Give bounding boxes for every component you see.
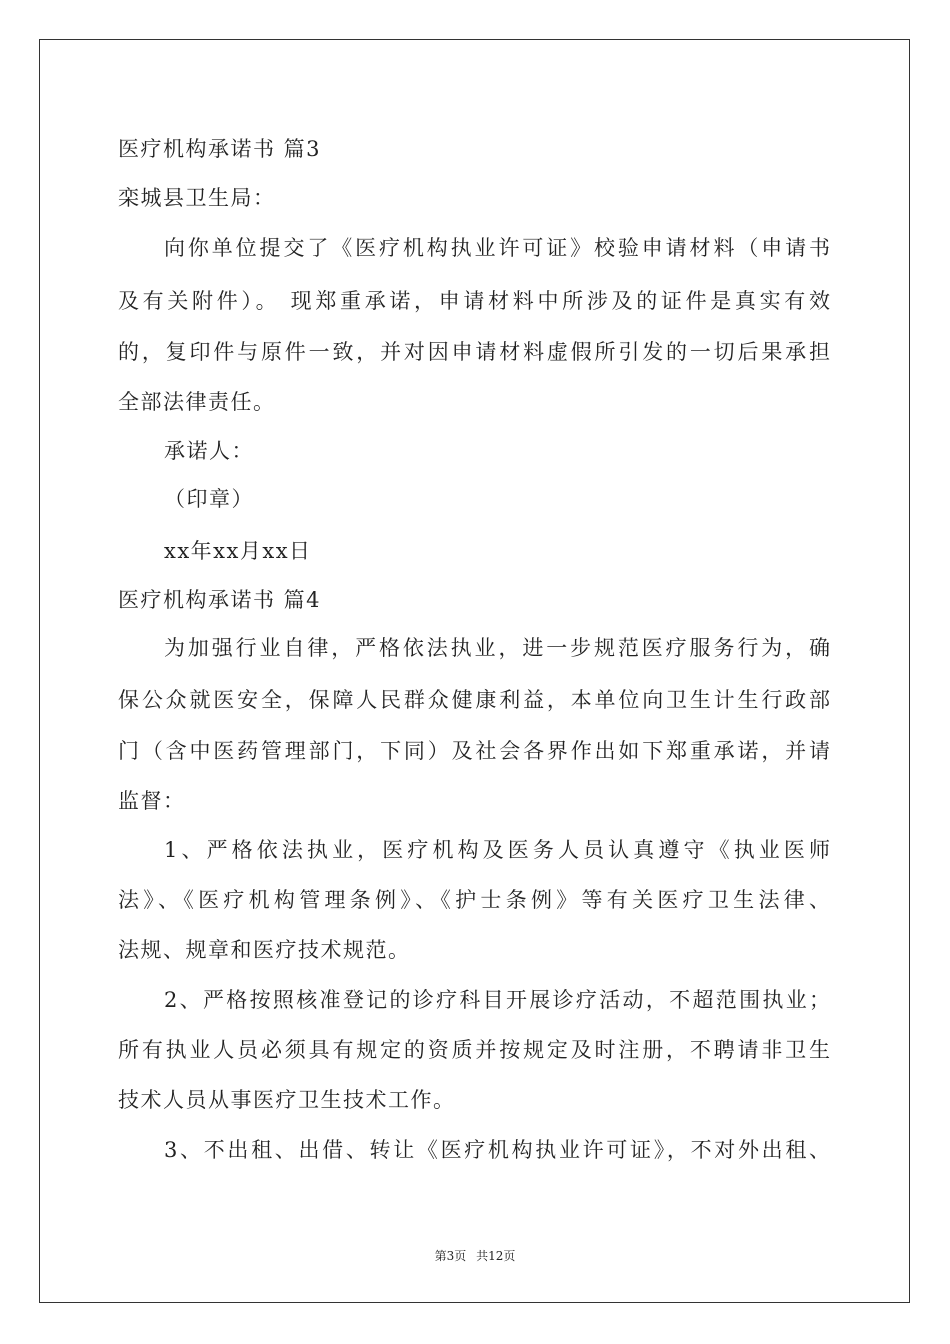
list-item-2-line: 所有执业人员必须具有规定的资质并按规定及时注册，不聘请非卫生 bbox=[118, 1038, 830, 1062]
list-item-2-line: 2、严格按照核准登记的诊疗科目开展诊疗活动，不超范围执业； bbox=[164, 988, 830, 1012]
seal-label: （印章） bbox=[164, 487, 254, 511]
signatory-label: 承诺人： bbox=[164, 439, 254, 463]
addressee: 栾城县卫生局： bbox=[118, 186, 276, 210]
paragraph-line: 监督： bbox=[118, 789, 186, 813]
paragraph-line: 的，复印件与原件一致，并对因申请材料虚假所引发的一切后果承担 bbox=[118, 340, 830, 364]
section-heading-4: 医疗机构承诺书 篇4 bbox=[118, 588, 322, 612]
list-item-1-line: 法》、《医疗机构管理条例》、《护士条例》等有关医疗卫生法律、 bbox=[118, 888, 830, 912]
date-line: xx年xx月xx日 bbox=[164, 539, 312, 563]
list-item-3-line: 3、不出租、出借、转让《医疗机构执业许可证》，不对外出租、 bbox=[164, 1138, 830, 1162]
list-item-2-line: 技术人员从事医疗卫生技术工作。 bbox=[118, 1088, 456, 1112]
page-footer bbox=[0, 1249, 950, 1263]
paragraph-line: 全部法律责任。 bbox=[118, 390, 276, 414]
paragraph-line: 门（含中医药管理部门，下同）及社会各界作出如下郑重承诺，并请 bbox=[118, 739, 830, 763]
page-number: 第3页 bbox=[434, 1249, 467, 1263]
page-border bbox=[39, 39, 910, 1303]
section-heading-3: 医疗机构承诺书 篇3 bbox=[118, 137, 322, 161]
list-item-1-line: 1、严格依法执业，医疗机构及医务人员认真遵守《执业医师 bbox=[164, 838, 830, 862]
paragraph-line: 及有关附件）。 现郑重承诺，申请材料中所涉及的证件是真实有效 bbox=[118, 289, 830, 313]
paragraph-line: 向你单位提交了《医疗机构执业许可证》校验申请材料（申请书 bbox=[164, 236, 830, 260]
total-pages: 共12页 bbox=[476, 1249, 516, 1263]
list-item-1-line: 法规、规章和医疗技术规范。 bbox=[118, 938, 411, 962]
paragraph-line: 为加强行业自律，严格依法执业，进一步规范医疗服务行为，确 bbox=[164, 636, 830, 660]
paragraph-line: 保公众就医安全，保障人民群众健康利益，本单位向卫生计生行政部 bbox=[118, 688, 830, 712]
